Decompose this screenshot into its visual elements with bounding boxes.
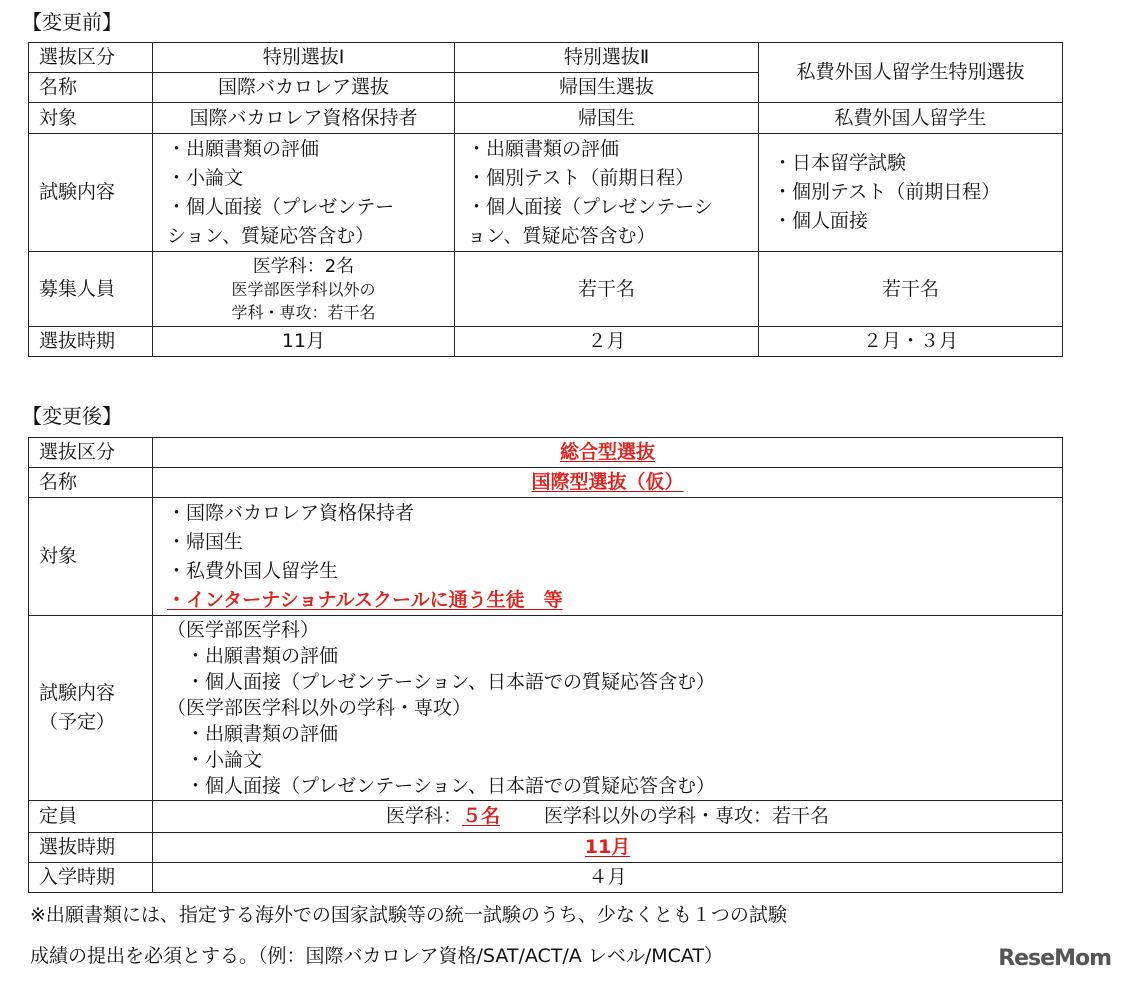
label-line: （予定） bbox=[39, 711, 116, 733]
row-admission bbox=[29, 863, 1063, 893]
row-target bbox=[29, 498, 1063, 616]
list-item: ・個別テスト（前期日程） bbox=[773, 181, 1001, 203]
list-item: ・国際バカロレア資格保持者 bbox=[167, 501, 415, 524]
after-table bbox=[28, 437, 1063, 893]
list-item: ション、質疑応答含む） bbox=[167, 224, 375, 247]
highlight-value: 国際型選抜（仮） bbox=[531, 471, 684, 493]
cell: 若干名 bbox=[455, 252, 759, 327]
row-label: 選抜時期 bbox=[29, 833, 153, 863]
list-item: ・個人面接（プレゼンテー bbox=[167, 195, 395, 218]
list-item: （医学部医学科） bbox=[167, 619, 320, 641]
cell bbox=[153, 801, 1063, 833]
cell bbox=[455, 134, 759, 252]
cell: 国際バカロレア選抜 bbox=[153, 73, 455, 103]
resemom-logo: ReseMom bbox=[998, 946, 1111, 971]
cell bbox=[153, 616, 1063, 801]
cell bbox=[153, 833, 1063, 863]
capacity-prefix: 医学科： bbox=[385, 805, 462, 827]
cell: 私費外国人留学生特別選抜 bbox=[759, 43, 1063, 103]
list-item: ・個人面接（プレゼンテーシ bbox=[467, 195, 713, 218]
row-label: 入学時期 bbox=[29, 863, 153, 893]
cell: 11月 bbox=[153, 327, 455, 357]
list-item: ・出願書類の評価 bbox=[167, 645, 339, 667]
list-item: ・小論文 bbox=[167, 749, 263, 771]
line: 学科・専攻：若干名 bbox=[231, 302, 376, 322]
cell: ２月・３月 bbox=[759, 327, 1063, 357]
cell: 国際バカロレア資格保持者 bbox=[153, 103, 455, 134]
cell bbox=[153, 438, 1063, 468]
list-item: ・私費外国人留学生 bbox=[167, 559, 339, 582]
highlight-value: 11月 bbox=[584, 836, 631, 858]
cell: 帰国生 bbox=[455, 103, 759, 134]
row-period bbox=[29, 833, 1063, 863]
cell bbox=[153, 134, 455, 252]
row-target bbox=[29, 103, 1063, 134]
list-item: ・帰国生 bbox=[167, 530, 244, 553]
highlight-value: ５名 bbox=[461, 805, 500, 827]
list-item: ・個別テスト（前期日程） bbox=[467, 166, 695, 189]
row-category bbox=[29, 438, 1063, 468]
list-item: ・出願書類の評価 bbox=[167, 723, 339, 745]
list-item: ・出願書類の評価 bbox=[467, 137, 620, 160]
list-item: （医学部医学科以外の学科・専攻） bbox=[167, 697, 472, 719]
row-label: 選抜時期 bbox=[29, 327, 153, 357]
row-label: 名称 bbox=[29, 73, 153, 103]
line: 医学部医学科以外の bbox=[231, 279, 376, 299]
row-exam bbox=[29, 616, 1063, 801]
capacity-rest: 医学科以外の学科・専攻：若干名 bbox=[544, 805, 830, 827]
list-item: ・日本留学試験 bbox=[773, 152, 907, 174]
footnote-line: ※出願書類には、指定する海外での国家試験等の統一試験のうち、少なくとも１つの試験 bbox=[30, 904, 787, 926]
cell: ２月 bbox=[455, 327, 759, 357]
highlight-value: 総合型選抜 bbox=[559, 441, 655, 463]
list-item: ・個人面接 bbox=[773, 210, 869, 232]
cell bbox=[153, 252, 455, 327]
row-capacity bbox=[29, 252, 1063, 327]
cell: 若干名 bbox=[759, 252, 1063, 327]
row-name bbox=[29, 468, 1063, 498]
row-label: 選抜区分 bbox=[29, 43, 153, 73]
row-label: 選抜区分 bbox=[29, 438, 153, 468]
list-item: ・出願書類の評価 bbox=[167, 137, 320, 160]
cell bbox=[153, 498, 1063, 616]
cell: 帰国生選抜 bbox=[455, 73, 759, 103]
row-label: 試験内容 bbox=[29, 134, 153, 252]
row-period bbox=[29, 327, 1063, 357]
list-item: ・個人面接（プレゼンテーション、日本語での質疑応答含む） bbox=[167, 775, 715, 797]
row-label: 定員 bbox=[29, 801, 153, 833]
row-label: 対象 bbox=[29, 498, 153, 616]
before-heading: 【変更前】 bbox=[22, 10, 122, 34]
row-label: 募集人員 bbox=[29, 252, 153, 327]
row-label: 名称 bbox=[29, 468, 153, 498]
line: 医学科：2名 bbox=[252, 255, 355, 277]
cell: 特別選抜Ⅰ bbox=[153, 43, 455, 73]
cell bbox=[153, 468, 1063, 498]
label-line: 試験内容 bbox=[39, 682, 116, 704]
footnote-line: 成績の提出を必須とする。（例：国際バカロレア資格/SAT/ACT/A レベル/MCAT） bbox=[30, 945, 724, 967]
after-heading: 【変更後】 bbox=[22, 404, 122, 428]
cell: ４月 bbox=[153, 863, 1063, 893]
cell: 特別選抜Ⅱ bbox=[455, 43, 759, 73]
new-list-item: ・インターナショナルスクールに通う生徒 等 bbox=[167, 588, 563, 611]
row-label: 対象 bbox=[29, 103, 153, 134]
row-exam bbox=[29, 134, 1063, 252]
row-category bbox=[29, 43, 1063, 73]
row-capacity bbox=[29, 801, 1063, 833]
cell bbox=[759, 134, 1063, 252]
row-label bbox=[29, 616, 153, 801]
cell: 私費外国人留学生 bbox=[759, 103, 1063, 134]
before-table bbox=[28, 42, 1063, 357]
list-item: ョン、質疑応答含む） bbox=[467, 224, 656, 247]
list-item: ・小論文 bbox=[167, 166, 244, 189]
list-item: ・個人面接（プレゼンテーション、日本語での質疑応答含む） bbox=[167, 671, 715, 693]
